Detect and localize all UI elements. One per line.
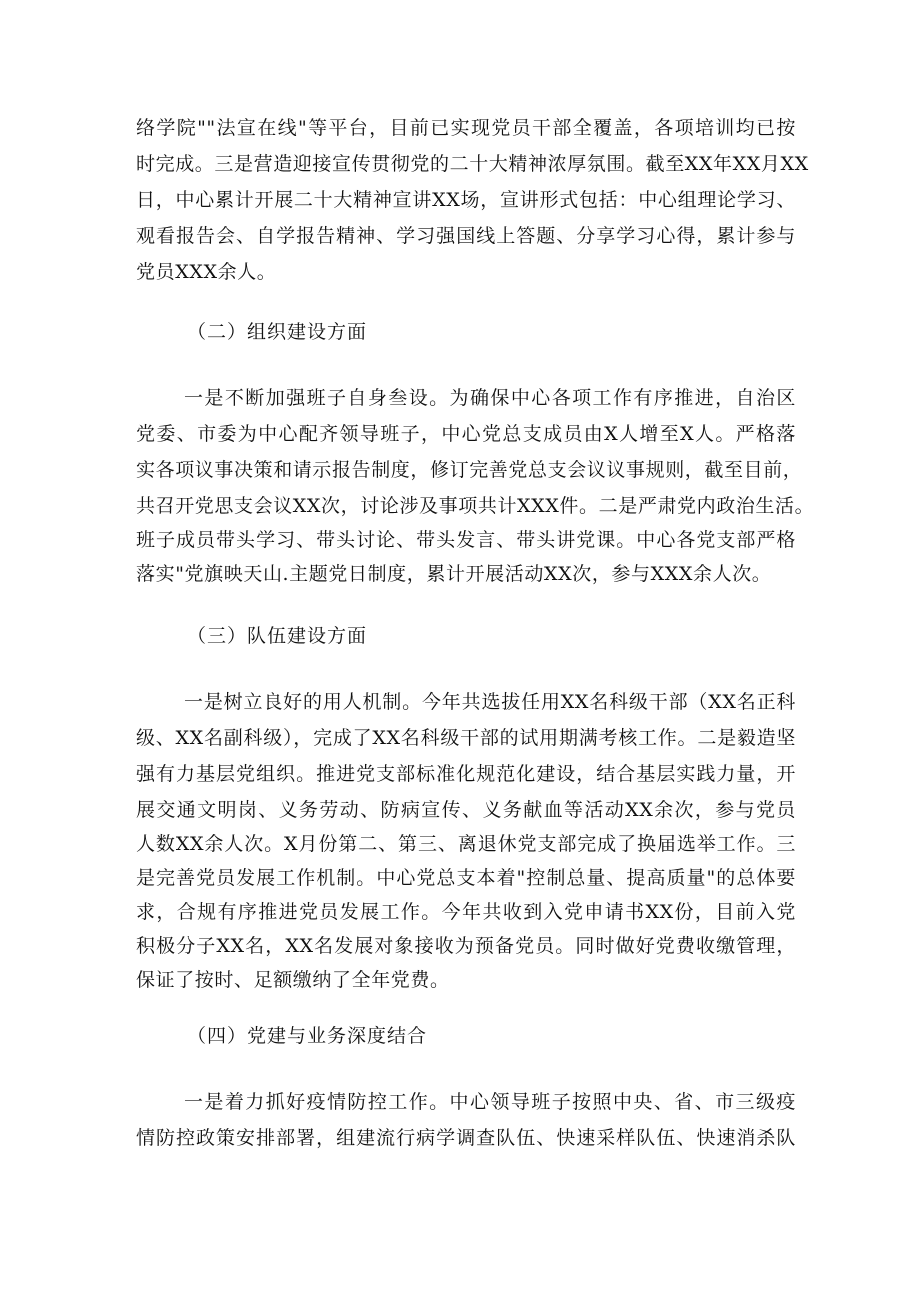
paragraph-line: 强有力基层党组织。推进党支部标准化规范化建设，结合基层实践力量，开 — [136, 763, 796, 785]
section-heading: （三）队伍建设方面 — [187, 625, 368, 647]
paragraph-line: 络学院""法宣在线"等平台，目前已实现党员干部全覆盖，各项培训均已按 — [136, 117, 796, 139]
paragraph-line: 积极分子XX名，XX名发展对象接收为预备党员。同时做好党费收缴管理， — [136, 935, 796, 957]
paragraph-line: 日，中心累计开展二十大精神宣讲XX场，宣讲形式包括：中心组理论学习、 — [136, 189, 796, 211]
paragraph-line: 一是不断加强班子自身叁设。为确保中心各项工作有序推进，自治区 — [184, 387, 796, 409]
paragraph-line: 党委、市委为中心配齐领导班子，中心党总支成员由X人增至X人。严格落 — [136, 423, 796, 445]
paragraph-line: 共召开党思支会议XX次，讨论涉及事项共计XXX件。二是严肃党内政治生活。 — [136, 495, 815, 517]
paragraph-line: 级、XX名副科级），完成了XX名科级干部的试用期满考核工作。二是毅造坚 — [136, 727, 796, 749]
paragraph-line: 一是着力抓好疫情防控工作。中心领导班子按照中央、省、市三级疫 — [184, 1091, 796, 1113]
paragraph-line: 求，合规有序推进党员发展工作。今年共收到入党申请书XX份，目前入党 — [136, 901, 796, 923]
paragraph-line: 实各项议事决策和请示报告制度，修订完善党总支会议议事规则，截至目前， — [136, 459, 803, 481]
paragraph-line: 保证了按时、足额缴纳了全年党费。 — [136, 969, 450, 991]
section-heading: （四）党建与业务深度结合 — [187, 1025, 428, 1047]
paragraph-line: 是完善党员发展工作机制。中心党总支本着"控制总量、提高质量"的总体要 — [136, 867, 796, 889]
paragraph-line: 党员XXX余人。 — [136, 261, 277, 283]
paragraph-line: 展交通文明岗、义务劳动、防病宣传、义务献血等活动XX余次，参与党员 — [136, 799, 796, 821]
paragraph-line: 人数XX余人次。X月份第二、第三、离退休党支部完成了换届选举工作。三 — [136, 833, 796, 855]
section-heading: （二）组织建设方面 — [187, 321, 368, 343]
paragraph-line: 一是树立良好的用人机制。今年共选拔任用XX名科级干部（XX名正科 — [184, 691, 796, 713]
paragraph-line: 班子成员带头学习、带头讨论、带头发言、带头讲党课。中心各党支部严格 — [136, 529, 796, 551]
paragraph-line: 情防控政策安排部署，组建流行病学调查队伍、快速采样队伍、快速消杀队 — [136, 1127, 796, 1149]
paragraph-line: 时完成。三是营造迎接宣传贯彻党的二十大精神浓厚氛围。截至XX年XX月XX — [136, 153, 809, 175]
paragraph-line: 观看报告会、自学报告精神、学习强国线上答题、分享学习心得，累计参与 — [136, 225, 796, 247]
paragraph-line: 落实"党旗映天山.主题党日制度，累计开展活动XX次，参与XXX余人次。 — [136, 563, 772, 585]
